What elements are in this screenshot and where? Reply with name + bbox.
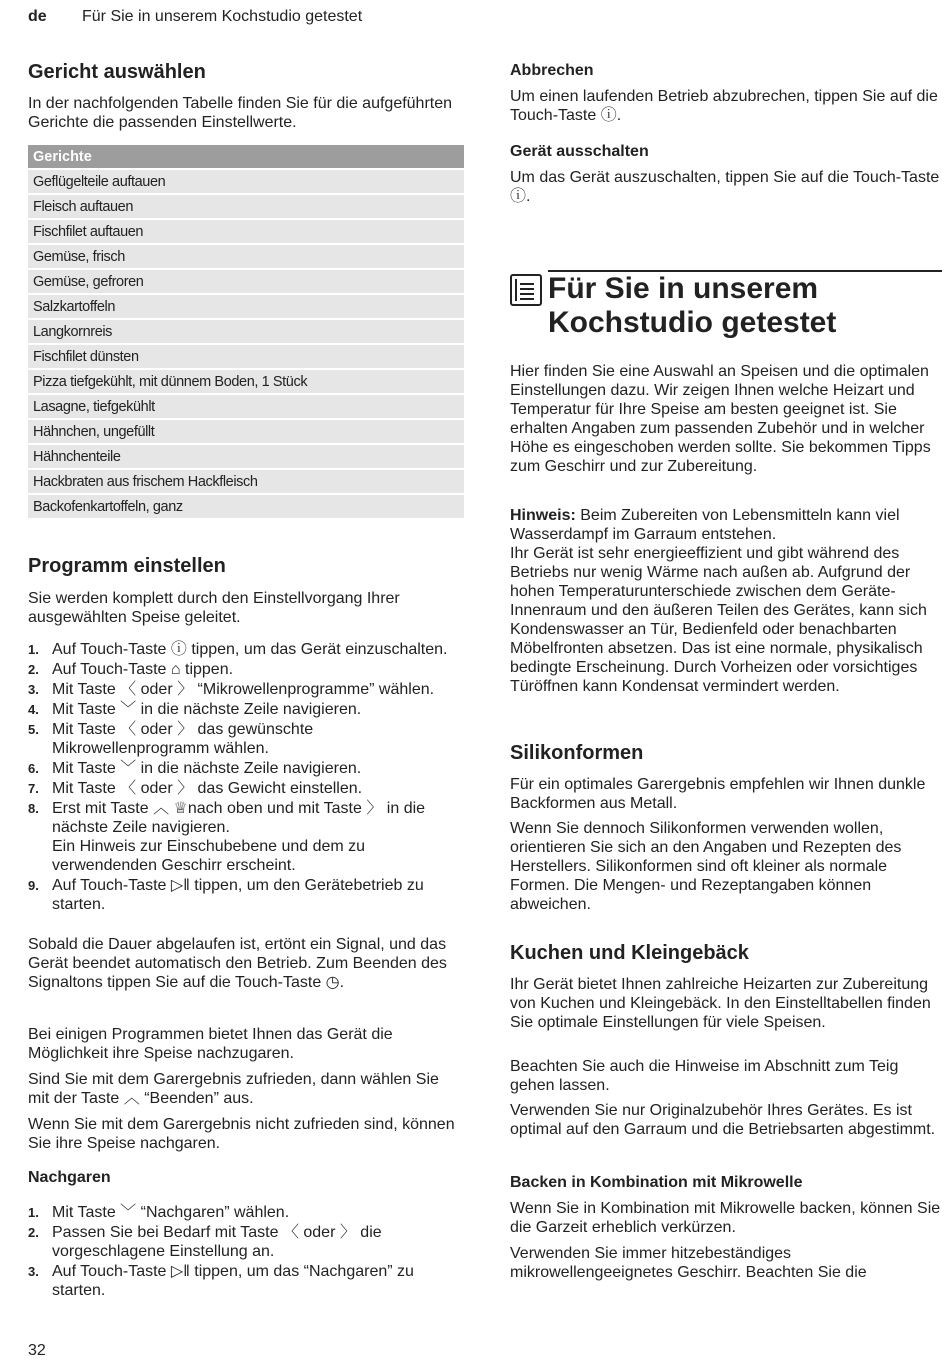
chapter-title-line2: Kochstudio getestet [548,306,837,339]
table-row [28,219,464,244]
table-cell: Lasagne, tiefgekühlt [28,394,464,419]
table-header: Gerichte [28,145,464,169]
table-cell: Langkornreis [28,319,464,344]
chapter-title-line1: Für Sie in unserem [548,272,819,305]
silikon-p1: Für ein optimales Garergebnis empfehlen wir Ihnen dunkle Backformen aus Metall. [510,776,926,812]
step-number: 8. [28,801,39,816]
table-cell: Pizza tiefgekühlt, mit dünnem Boden, 1 Stück [28,369,464,394]
kuchen-p5: Verwenden Sie immer hitzebeständiges mikrowellengeeignetes Geschirr. Beachten Sie die [510,1245,867,1281]
step-number: 1. [28,1205,39,1220]
kuchen-p3: Verwenden Sie nur Originalzubehör Ihres Gerätes. Es ist optimal auf den Garraum und die Betriebsarten abgestimmt. [510,1102,936,1138]
table-row [28,494,464,519]
table-cell: Gemüse, frisch [28,244,464,269]
hinweis [510,506,942,544]
programm-intro: Sie werden komplett durch den Einstellvorgang Ihrer ausgewählten Speise geleitet. [28,590,400,626]
table-cell: Salzkartoffeln [28,294,464,319]
kuchen-p4: Wenn Sie in Kombination mit Mikrowelle backen, können Sie die Garzeit erheblich verkürzen. [510,1200,941,1236]
table-row [28,269,464,294]
chapter-title [548,272,836,340]
step-number: 2. [28,1225,39,1240]
subheading-ausschalten: Gerät ausschalten [510,143,649,160]
book-icon [510,274,542,306]
step-item [28,640,464,659]
page-number: 32 [28,1342,46,1359]
step-number: 6. [28,761,39,776]
programm-after: Sobald die Dauer abgelaufen ist, ertönt ein Signal, und das Gerät beendet automatisch den Betrieb. Zum Beenden des Signaltons tippen Sie auf die Touch-Taste ◷. [28,936,447,991]
language-code: de [28,8,47,25]
table-cell: Geflügelteile auftauen [28,169,464,194]
step-number: 9. [28,878,39,893]
chapter-intro: Hier finden Sie eine Auswahl an Speisen und die optimalen Einstellungen dazu. Wir zeigen Ihnen welche Heizart und Temperatur für Ihre Speise am besten geeignet ist. Sie erhalten Angaben zum passenden Zubehör und in welcher Höhe es eingeschoben werden sollte. Sie bekommen Tipps zum Geschirr und zur Zubereitung. [510,363,931,475]
table-cell: Hähnchenteile [28,444,464,469]
table-row [28,169,464,194]
subheading-backen-kombination: Backen in Kombination mit Mikrowelle [510,1174,803,1191]
table-row [28,344,464,369]
step-item [28,876,464,914]
step-text: Auf Touch-Taste ▷‖ tippen, um das “Nachgaren” zu starten. [52,1263,414,1299]
step-item [28,720,464,758]
step-text: Auf Touch-Taste ▷‖ tippen, um den Gerätebetrieb zu starten. [52,877,424,913]
table-row [28,194,464,219]
step-item [28,1262,464,1300]
hinweis-more: Ihr Gerät ist sehr energieeffizient und gibt während des Betriebs nur wenig Wärme nach außen ab. Aufgrund der hohen Temperaturunterschiede zwischen dem Geräte-Innenraum und den äußeren Teilen des Gerätes, kann sich Kondenswasser an Tür, Bedienfeld oder benachbarten Möbelfronten absetzen. Das ist eine normale, physikalisch bedingte Erscheinung. Durch Vorheizen oder vorsichtiges Türöffnen kann Kondensat vermindert werden. [510,545,927,695]
table-row [28,294,464,319]
table-row [28,369,464,394]
silikon-p2: Wenn Sie dennoch Silikonformen verwenden wollen, orientieren Sie sich an den Angaben und Rezepten des Herstellers. Silikonformen sind oft kleiner als normale Formen. Die Mengen- und Rezeptangaben können abweichen. [510,820,902,913]
hinweis-label: Hinweis: [510,507,576,524]
step-number: 4. [28,702,39,717]
programm-p2: Sind Sie mit dem Garergebnis zufrieden, dann wählen Sie mit der Taste ︿ “Beenden” aus. [28,1071,439,1107]
section-heading-programm: Programm einstellen [28,555,226,577]
table-row [28,244,464,269]
step-text: Mit Taste 〈 oder 〉 das Gewicht einstellen. [52,780,363,797]
step-item [28,1203,464,1222]
step-item [28,700,464,719]
subheading-nachgaren: Nachgaren [28,1169,111,1186]
section-heading-silikon: Silikonformen [510,742,644,764]
table-body [28,169,464,519]
kuchen-p1: Ihr Gerät bietet Ihnen zahlreiche Heizarten zur Zubereitung von Kuchen und Kleingebäck. In den Einstelltabellen finden Sie optimale Einstellungen für viele Speisen. [510,976,931,1031]
step-text: Mit Taste 〈 oder 〉 “Mikrowellenprogramme” wählen. [52,681,435,698]
step-item [28,1223,464,1261]
step-text: Auf Touch-Taste ⓘ tippen, um das Gerät einzuschalten. [52,641,448,658]
section-heading-gericht: Gericht auswählen [28,61,206,83]
table-row [28,469,464,494]
step-text: Passen Sie bei Bedarf mit Taste 〈 oder 〉 die vorgeschlagene Einstellung an. [52,1224,382,1260]
step-item [28,680,464,699]
section-heading-kuchen: Kuchen und Kleingebäck [510,942,749,964]
table-cell: Fischfilet dünsten [28,344,464,369]
gerichte-table [28,145,464,520]
table-row [28,444,464,469]
programm-p1: Bei einigen Programmen bietet Ihnen das Gerät die Möglichkeit ihre Speise nachzugaren. [28,1026,393,1062]
table-cell: Fleisch auftauen [28,194,464,219]
step-text: Mit Taste 〈 oder 〉 das gewünschte Mikrowellenprogramm wählen. [52,721,314,757]
kuchen-p2: Beachten Sie auch die Hinweise im Abschnitt zum Teig gehen lassen. [510,1058,899,1094]
nachgaren-steps [28,1203,464,1301]
hinweis-text: Beim Zubereiten von Lebensmitteln kann viel Wasserdampf im Garraum entstehen. [510,507,900,543]
gericht-intro: In der nachfolgenden Tabelle finden Sie für die aufgeführten Gerichte die passenden Einstellwerte. [28,95,453,131]
step-text: Auf Touch-Taste ⌂ tippen. [52,661,234,678]
step-text: Mit Taste ﹀ “Nachgaren” wählen. [52,1204,290,1221]
step-item [28,759,464,778]
chapter-title-block [510,270,942,345]
step-number: 3. [28,682,39,697]
table-row [28,394,464,419]
step-number: 2. [28,662,39,677]
table-cell: Backofenkartoffeln, ganz [28,494,464,519]
step-text: Mit Taste ﹀ in die nächste Zeile navigieren. [52,701,362,718]
step-text: Erst mit Taste ︿ ♕nach oben und mit Taste 〉 in die nächste Zeile navigieren. Ein Hinweis zur Einschubebene und dem zu verwendenden Geschirr erscheint. [52,800,426,874]
step-number: 7. [28,781,39,796]
step-number: 3. [28,1264,39,1279]
table-row [28,319,464,344]
subheading-abbrechen: Abbrechen [510,62,594,79]
table-cell: Hähnchen, ungefüllt [28,419,464,444]
step-number: 5. [28,722,39,737]
header-title: Für Sie in unserem Kochstudio getestet [82,8,363,25]
step-text: Mit Taste ﹀ in die nächste Zeile navigieren. [52,760,362,777]
table-cell: Gemüse, gefroren [28,269,464,294]
table-cell: Hackbraten aus frischem Hackfleisch [28,469,464,494]
programm-steps [28,640,464,915]
table-cell: Fischfilet auftauen [28,219,464,244]
step-item [28,779,464,798]
ausschalten-text: Um das Gerät auszuschalten, tippen Sie auf die Touch-Taste ⓘ. [510,169,940,205]
page-header [28,8,362,26]
step-number: 1. [28,642,39,657]
table-row [28,419,464,444]
step-item [28,799,464,875]
programm-p3: Wenn Sie mit dem Garergebnis nicht zufrieden sind, können Sie ihre Speise nachgaren. [28,1116,455,1152]
step-item [28,660,464,679]
abbrechen-text: Um einen laufenden Betrieb abzubrechen, tippen Sie auf die Touch-Taste ⓘ. [510,88,938,124]
